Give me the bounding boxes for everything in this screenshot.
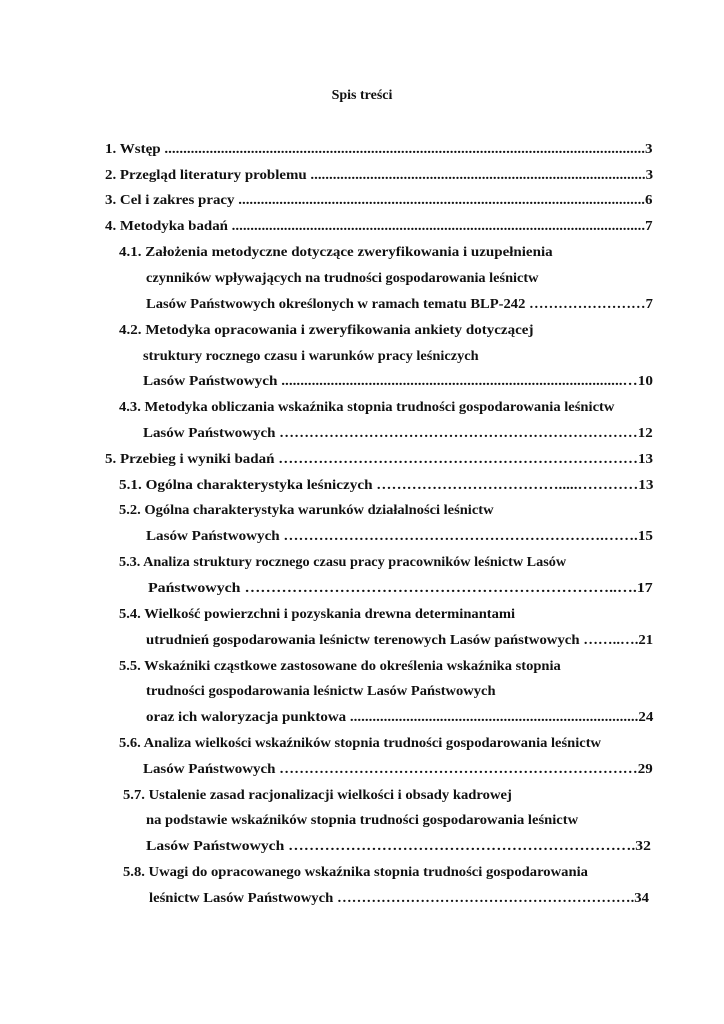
toc-entry: na podstawie wskaźników stopnia trudności gospodarowania leśnictw — [146, 812, 579, 827]
toc-entry: oraz ich waloryzacja punktowa .............................................................................24 — [146, 709, 654, 724]
toc-entry: utrudnień gospodarowania leśnictw terenowych Lasów państwowych ……..….21 — [146, 632, 654, 647]
toc-entry: 3. Cel i zakres pracy .............................................................................................................6 — [105, 192, 653, 207]
toc-entry: 1. Wstęp ................................................................................................................................3 — [105, 141, 653, 156]
toc-entry: 5.8. Uwagi do opracowanego wskaźnika stopnia trudności gospodarowania — [123, 864, 588, 879]
toc-entry: 4.3. Metodyka obliczania wskaźnika stopnia trudności gospodarowania leśnictw — [119, 399, 615, 414]
toc-entry: Lasów Państwowych ……………………………………………………….…….15 — [146, 528, 653, 543]
toc-entry: czynników wpływających na trudności gospodarowania leśnictw — [146, 270, 539, 285]
toc-entry: trudności gospodarowania leśnictw Lasów Państwowych — [146, 683, 496, 698]
toc-entry: 5.6. Analiza wielkości wskaźników stopnia trudności gospodarowania leśnictw — [119, 735, 602, 750]
toc-entry: 4.1. Założenia metodyczne dotyczące zweryfikowania i uzupełnienia — [119, 244, 553, 259]
toc-entry: 5.1. Ogólna charakterystyka leśniczych ……………………………….....…………13 — [119, 477, 654, 492]
toc-entry: Lasów Państwowych określonych w ramach tematu BLP-242 ……………………7 — [146, 296, 653, 311]
toc-entry: 2. Przegląd literatury problemu ..........................................................................................3 — [105, 167, 654, 182]
toc-entry: 4.2. Metodyka opracowania i zweryfikowania ankiety dotyczącej — [119, 322, 534, 337]
toc-entry: Lasów Państwowych ..........................................................................................…10 — [143, 373, 653, 388]
toc-entry: Lasów Państwowych ………………………………………………………………29 — [143, 761, 653, 776]
toc-entry: Lasów Państwowych ………………………………………………………………12 — [143, 425, 653, 440]
toc-entry: 5.7. Ustalenie zasad racjonalizacji wielkości i obsady kadrowej — [123, 787, 512, 802]
toc-entry: 5.5. Wskaźniki cząstkowe zastosowane do określenia wskaźnika stopnia — [119, 658, 561, 673]
toc-entry: 5.4. Wielkość powierzchni i pozyskania drewna determinantami — [119, 606, 516, 621]
toc-entry: leśnictw Lasów Państwowych …………………………………………………….34 — [149, 890, 649, 905]
toc-entry: 5.2. Ogólna charakterystyka warunków działalności leśnictw — [119, 502, 494, 517]
page-title: Spis treści — [331, 88, 393, 103]
toc-entry: 4. Metodyka badań ...............................................................................................................7 — [105, 218, 653, 233]
toc-entry: Lasów Państwowych ………………………………………………………….32 — [146, 838, 651, 853]
toc-entry: 5.3. Analiza struktury rocznego czasu pracy pracowników leśnictw Lasów — [119, 554, 567, 569]
toc-entry: Państwowych ……………………………………………………………..….17 — [148, 580, 653, 595]
toc-entry: struktury rocznego czasu i warunków pracy leśniczych — [143, 348, 479, 363]
toc-entry: 5. Przebieg i wyniki badań ………………………………………………………………13 — [105, 451, 653, 466]
